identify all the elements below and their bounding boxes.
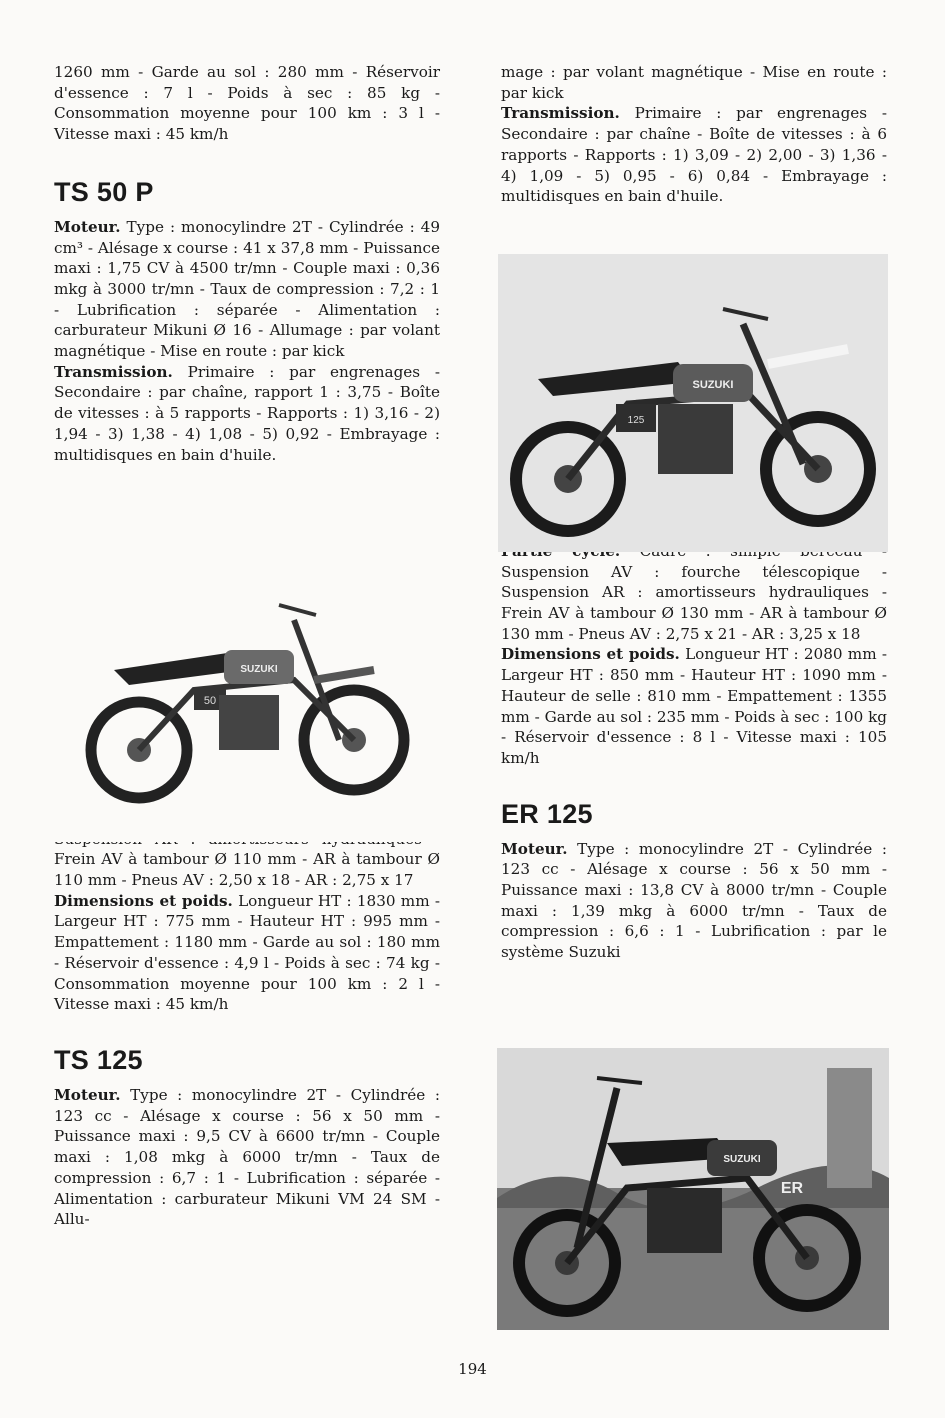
motorcycle-photo-ts50p bbox=[54, 560, 440, 842]
section-title-ts50p: TS 50 P bbox=[54, 176, 154, 207]
ts50p-moteur bbox=[54, 217, 440, 362]
heading-dimensions: Dimensions et poids. bbox=[54, 891, 233, 910]
text-moteur: Type : monocylindre 2T - Cylindrée : 123 cc - Alésage x course : 56 x 50 mm - Puissance maxi : 13,8 CV à 8000 tr/mn - Couple maxi : 1,39 mkg à 6000 tr/mn - Taux de compression : 6,6 : 1 - Lubrification : par le système Suzuki bbox=[501, 839, 887, 962]
section-title-er125: ER 125 bbox=[501, 798, 593, 829]
side-panel-label: ER bbox=[780, 1180, 804, 1197]
heading-transmission: Transmission. bbox=[54, 362, 173, 381]
text-dimensions: Longueur HT : 1830 mm - Largeur HT : 775 mm - Hauteur HT : 995 mm - Empattement : 1180 mm - Garde au sol : 180 mm - Réservoir d'essence : 4,9 l - Poids à sec : 74 kg - Consommation moyenne pour 100 km : 2 l - Vitesse maxi : 45 km/h bbox=[54, 891, 440, 1014]
text-transmission: Primaire : par engrenages - Secondaire : par chaîne - Boîte de vitesses : à 6 rapports - Rapports : 1) 3,09 - 2) 2,00 - 3) 1,36 - 4) 1,09 - 5) 0,95 - 6) 0,84 - Embrayage : multidisques en bain d'huile. bbox=[501, 104, 887, 206]
text-dimensions: Longueur HT : 2080 mm - Largeur HT : 850 mm - Hauteur HT : 1090 mm - Hauteur de selle : 810 mm - Empattement : 1355 mm - Garde au sol : 235 mm - Poids à sec : 100 kg - Réservoir d'essence : 8 l - Vitesse maxi : 105 km/h bbox=[501, 645, 887, 767]
text-moteur: Type : monocylindre 2T - Cylindrée : 123 cc - Alésage x course : 56 x 50 mm - Puissance maxi : 9,5 CV à 6600 tr/mn - Couple maxi : 1,08 mkg à 6000 tr/mn - Taux de compression : 6,7 : 1 - Lubrification : séparée - Alimentation : carburateur Mikuni VM 24 SM - Allu- bbox=[54, 1085, 440, 1229]
heading-moteur: Moteur. bbox=[54, 217, 121, 236]
tank-logo: SUZUKI bbox=[723, 1154, 761, 1165]
tank-logo: SUZUKI bbox=[240, 664, 278, 675]
text-partie-cycle: Frein AV à tambour Ø 110 mm - AR à tambour Ø 110 mm - Pneus AV : 2,50 x 18 - AR : 2,75 x 17 bbox=[54, 850, 440, 890]
heading-moteur: Moteur. bbox=[501, 839, 568, 858]
paragraph-continued: mage : par volant magnétique - Mise en route : par kick bbox=[501, 63, 887, 102]
er125-moteur bbox=[501, 839, 887, 963]
text-transmission: Primaire : par engrenages - Secondaire : par chaîne, rapport 1 : 3,75 - Boîte de vitesses : à 5 rapports - Rapports : 1) 3,16 - 2) 1,94 - 3) 1,38 - 4) 1,08 - 5) 0,92 - Embrayage : multidisques en bain d'huile. bbox=[54, 362, 440, 464]
motorcycle-illustration bbox=[497, 1048, 889, 1330]
motorcycle-illustration bbox=[54, 560, 440, 842]
tank-logo: SUZUKI bbox=[692, 379, 734, 391]
motorcycle-photo-er125 bbox=[497, 1048, 889, 1330]
side-panel-number: 50 bbox=[203, 695, 217, 707]
ts125-moteur bbox=[54, 1085, 440, 1230]
motorcycle-photo-ts125 bbox=[498, 254, 888, 552]
side-panel-number: 125 bbox=[627, 415, 645, 426]
page-number: 194 bbox=[458, 1360, 487, 1378]
ts50p-dimensions bbox=[54, 891, 440, 1015]
ts50p-transmission bbox=[54, 362, 440, 466]
heading-dimensions: Dimensions et poids. bbox=[501, 645, 680, 664]
motorcycle-illustration bbox=[498, 254, 888, 552]
heading-transmission: Transmission. bbox=[501, 104, 620, 123]
heading-moteur: Moteur. bbox=[54, 1085, 121, 1104]
ts125-dimensions bbox=[501, 644, 887, 768]
text-partie-cycle: Suspension AV : fourche télescopique - Suspension AR : amortisseurs hydrauliques - Frein AV à tambour Ø 130 mm - AR à tambour Ø 130 mm - Pneus AV : 2,75 x 21 - AR : 3,25 x 18 bbox=[501, 562, 887, 643]
text-moteur: Type : monocylindre 2T - Cylindrée : 49 cm³ - Alésage x course : 41 x 37,8 mm - Puissance maxi : 1,75 CV à 4500 tr/mn - Couple maxi : 0,36 mkg à 3000 tr/mn - Taux de compression : 7,2 : 1 - Lubrification : séparée - Alimentation : carburateur Mikuni Ø 16 - Allumage : par volant magnétique - Mise en route : par kick bbox=[54, 217, 440, 361]
ts125-transmission bbox=[501, 103, 887, 207]
ts125-partie-cycle bbox=[501, 541, 887, 645]
paragraph-continued: 1260 mm - Garde au sol : 280 mm - Réservoir d'essence : 7 l - Poids à sec : 85 kg - Consommation moyenne pour 100 km : 3 l - Vitesse maxi : 45 km/h bbox=[54, 63, 440, 144]
section-title-ts125: TS 125 bbox=[54, 1044, 143, 1075]
